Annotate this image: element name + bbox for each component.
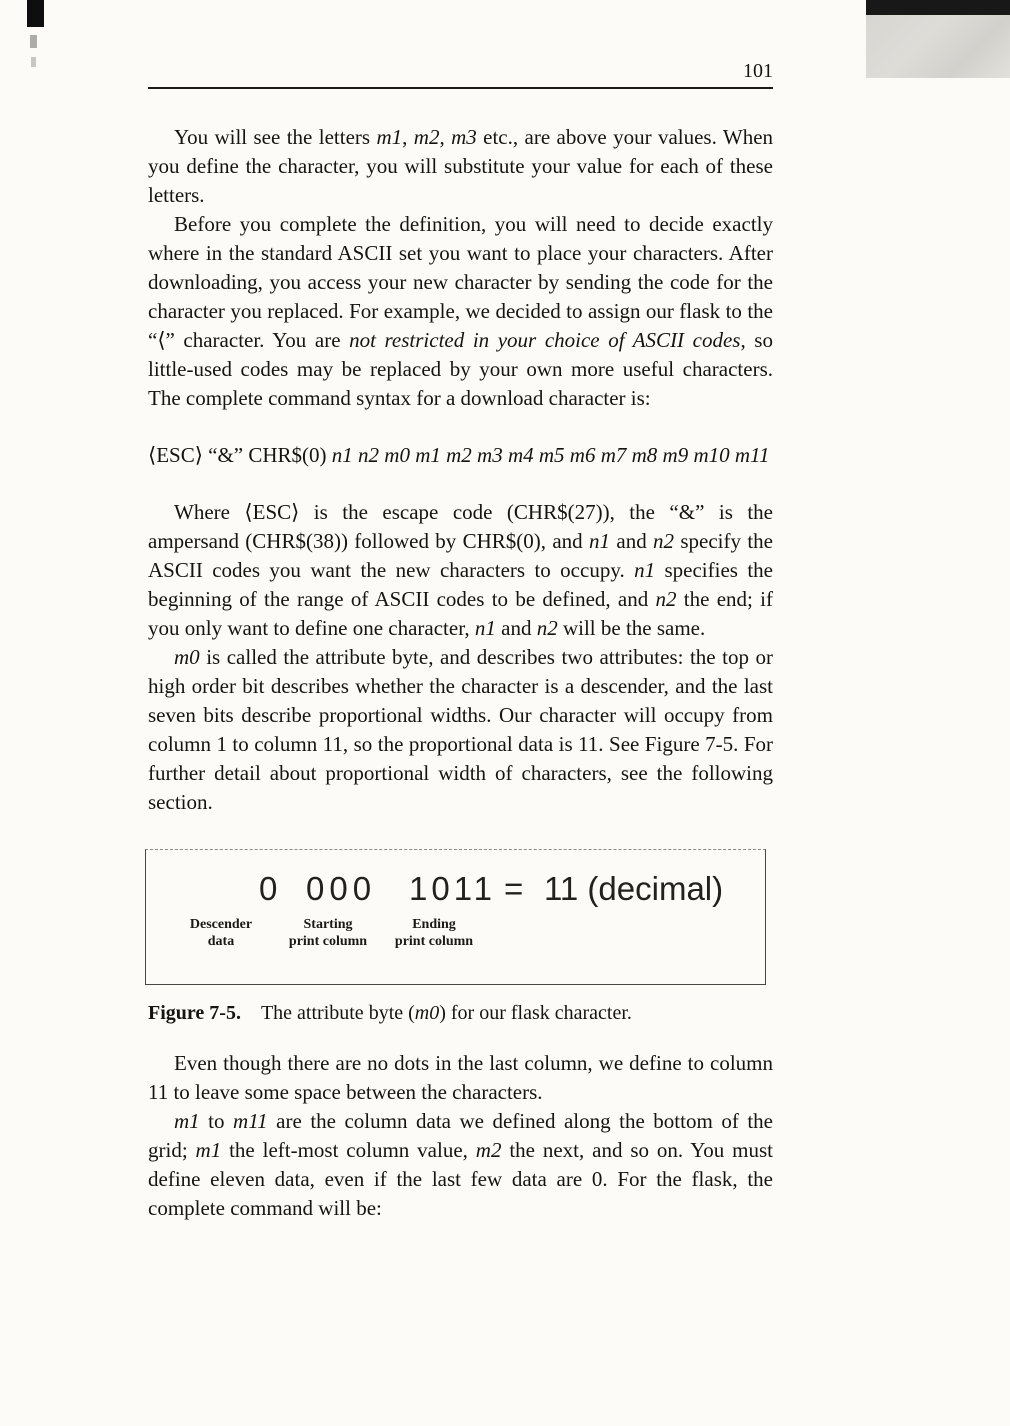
scan-artifact-smudge-2	[31, 57, 36, 67]
label-line: Starting	[303, 917, 353, 932]
scan-artifact-smudge-1	[30, 35, 37, 48]
paragraph-intro-letters: You will see the letters m1, m2, m3 etc., are above your values. When you define the character, you will substitute your value for each of these letters.	[148, 125, 774, 207]
paragraph-esc-explanation: Where ⟨ESC⟩ is the escape code (CHR$(27)), the “&” is the ampersand (CHR$(38)) followed by CHR$(0), and n1 and n2 specify the ASCII codes you want the new characters to occupy. n1 specifies the beginning of the range of ASCII codes to be defined, and n2 the end; if you only want to define one character, n1 and n2 will be the same.	[148, 500, 774, 640]
paragraph-attribute-byte: m0 is called the attribute byte, and describes two attributes: the top or high order bit describes whether the character is a descender, and the last seven bits describe proportional widths. Our character will occupy from column 1 to column 11, so the proportional data is 11. See Figure 7-5. For further detail about proportional width of characters, see the following section.	[148, 645, 773, 814]
decimal-result: 11 (decimal)	[544, 870, 724, 907]
label-line: Descender	[189, 917, 253, 932]
header-rule	[148, 87, 773, 89]
label-line: print column	[394, 934, 474, 949]
figure-7-5-box	[145, 849, 766, 985]
paragraph-ascii-placement: Before you complete the definition, you will need to decide exactly where in the standard ASCII set you want to place your characters. After downloading, you access your new character by sending the code for the character you replaced. For example, we decided to assign our flask to the “⟨” character. You are not restricted in your choice of ASCII codes, so little-used codes may be replaced by your own more useful characters. The complete command syntax for a download character is:	[148, 212, 773, 410]
label-line: print column	[288, 934, 368, 949]
starting-column-bits: 000	[306, 870, 377, 907]
ending-print-column-label	[354, 916, 514, 950]
equals-sign: =	[504, 870, 524, 907]
ending-column-bits: 1011	[409, 870, 496, 907]
paragraph-column-data: m1 to m11 are the column data we defined along the bottom of the grid; m1 the left-most column value, m2 the next, and so on. You must define eleven data, even if the last few data are 0. For the flask, the complete command will be:	[148, 1109, 773, 1220]
paragraph-last-column: Even though there are no dots in the last column, we define to column 11 to leave some space between the characters.	[148, 1051, 773, 1104]
command-syntax-line: ⟨ESC⟩ “&” CHR$(0) n1 n2 m0 m1 m2 m3 m4 m5 m6 m7 m8 m9 m10 m11	[148, 443, 770, 467]
label-line: Ending	[412, 917, 456, 932]
figure-caption: Figure 7-5. The attribute byte (m0) for our flask character.	[148, 1002, 632, 1024]
label-line: data	[207, 934, 235, 949]
scan-artifact-top-right-patch	[866, 15, 1010, 78]
page-header	[148, 0, 773, 82]
text-column	[148, 0, 773, 1223]
scan-artifact-top-right-bar	[866, 0, 1010, 15]
page-number: 101	[743, 60, 773, 82]
descender-bit-value: 0	[259, 870, 278, 907]
scan-artifact-top-left	[27, 0, 44, 27]
